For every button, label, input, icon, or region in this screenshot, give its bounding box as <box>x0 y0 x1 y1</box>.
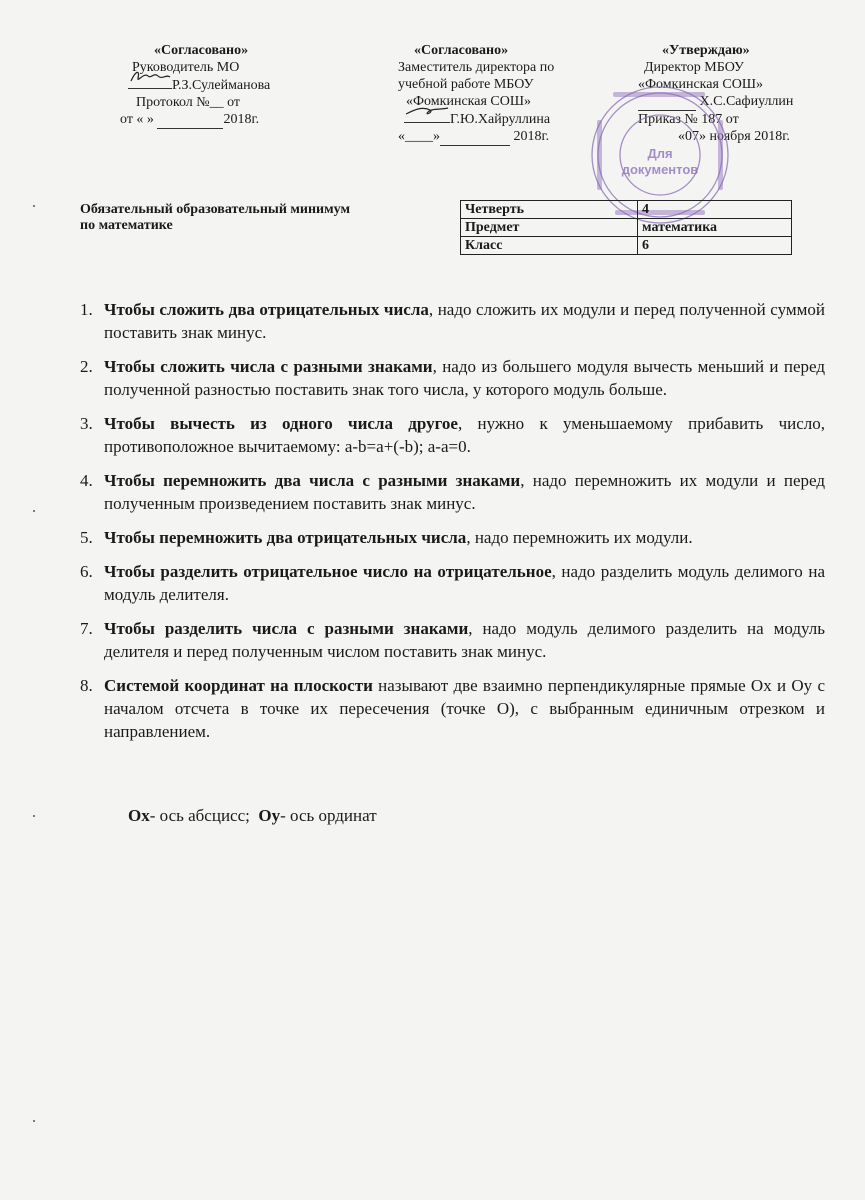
approval-left-signer: Р.З.Сулейманова <box>172 78 271 93</box>
rule-number: 8. <box>80 676 93 695</box>
rule-number: 4. <box>80 471 93 490</box>
approval-middle-date-suffix: 2018г. <box>513 129 550 144</box>
rule-bold: Чтобы разделить отрицательное число на отрицательное <box>104 562 552 581</box>
table-value: математика <box>638 219 792 237</box>
approval-right-order: Приказ № 187 от <box>638 112 739 127</box>
table-key: Четверть <box>461 201 638 219</box>
rule-bold: Чтобы сложить числа с разными знаками <box>104 357 433 376</box>
rule-number: 5. <box>80 528 93 547</box>
approval-left-protocol: Протокол №__ от <box>136 95 241 110</box>
approval-block-middle <box>398 42 598 146</box>
scan-dot <box>33 1120 35 1122</box>
table-row <box>461 201 792 219</box>
rule-number: 6. <box>80 562 93 581</box>
scan-dot <box>33 510 35 512</box>
rules-list <box>80 298 825 754</box>
approval-right-title: «Утверждаю» <box>662 43 750 58</box>
info-table <box>460 200 792 255</box>
rule-bold: Системой координат на плоскости <box>104 676 373 695</box>
approval-left-date-prefix: от « » <box>120 112 154 127</box>
approval-left-title: «Согласовано» <box>154 43 249 58</box>
axis-oy-text: - ось ординат <box>280 806 377 825</box>
approval-middle-role-1: Заместитель директора по <box>398 60 555 75</box>
list-item <box>80 355 825 401</box>
list-item <box>80 560 825 606</box>
rule-text: , надо модуль делимого разделить на модуль делителя и перед полученным числом поставить знак минус. <box>104 619 825 661</box>
table-row <box>461 219 792 237</box>
rule-bold: Чтобы вычесть из одного числа другое <box>104 414 458 433</box>
approval-right-signer: Х.С.Сафиуллин <box>699 94 794 109</box>
rule-text: , надо перемножить их модули. <box>466 528 693 547</box>
rule-text: , надо из большего модуля вычесть меньший и перед полученной разностью поставить знак того числа, у которого модуль больше. <box>104 357 825 399</box>
approval-right-role: Директор МБОУ <box>644 60 744 75</box>
axis-ox-text: - ось абсцисс; <box>149 806 250 825</box>
table-key: Предмет <box>461 219 638 237</box>
table-value: 6 <box>638 237 792 255</box>
rule-bold: Чтобы разделить числа с разными знаками <box>104 619 469 638</box>
list-item <box>80 674 825 743</box>
table-key: Класс <box>461 237 638 255</box>
document-title-line-2: по математике <box>80 218 173 233</box>
axis-oy-label: Оу <box>258 806 281 825</box>
stamp-text-2: документов <box>621 162 699 177</box>
rule-text: , нужно к уменьшаемому прибавить число, противоположное вычитаемому: a-b=a+(-b); a-a=0. <box>104 414 825 456</box>
rule-bold: Чтобы перемножить два числа с разными знаками <box>104 471 521 490</box>
axis-ox-label: Ох <box>128 806 150 825</box>
signature-middle <box>404 110 450 123</box>
table-row <box>461 237 792 255</box>
list-item <box>80 526 825 549</box>
scan-dot <box>33 815 35 817</box>
approval-left-date-suffix: 2018г. <box>223 112 260 127</box>
rule-number: 1. <box>80 300 93 319</box>
approval-right-date: «07» ноября 2018г. <box>678 129 790 144</box>
document-title <box>80 202 440 234</box>
date-blank-left <box>157 111 223 129</box>
list-item <box>80 298 825 344</box>
document-title-line-1: Обязательный образовательный минимум <box>80 202 351 217</box>
approval-block-left <box>110 42 330 129</box>
rule-text: , надо сложить их модули и перед полученной суммой поставить знак минус. <box>104 300 825 342</box>
approval-middle-signer: Г.Ю.Хайруллина <box>450 112 551 127</box>
rule-text: , надо разделить модуль делимого на модуль делителя. <box>104 562 825 604</box>
signature-left <box>128 76 172 89</box>
date-blank-middle <box>440 128 510 146</box>
approval-middle-date-prefix: «____» <box>398 129 440 144</box>
approval-middle-role-2: учебной работе МБОУ <box>398 77 534 92</box>
scan-dot <box>33 205 35 207</box>
rule-text: , надо перемножить их модули и перед полученным произведением поставить знак минус. <box>104 471 825 513</box>
approval-right-school: «Фомкинская СОШ» <box>638 77 763 92</box>
approval-middle-title: «Согласовано» <box>414 43 509 58</box>
axes-definition <box>128 806 377 826</box>
list-item <box>80 412 825 458</box>
approval-middle-school: «Фомкинская СОШ» <box>406 94 531 109</box>
rule-text: называют две взаимно перпендикулярные прямые Ох и Оу с началом отсчета в точке их пересечения (точке О), с выбранным единичным отрезком и направлением. <box>104 676 825 741</box>
rule-number: 3. <box>80 414 93 433</box>
table-value: 4 <box>638 201 792 219</box>
rule-bold: Чтобы сложить два отрицательных числа <box>104 300 429 319</box>
approval-left-role: Руководитель МО <box>132 60 240 75</box>
rule-number: 2. <box>80 357 93 376</box>
rule-number: 7. <box>80 619 93 638</box>
rule-bold: Чтобы перемножить два отрицательных числа <box>104 528 467 547</box>
list-item <box>80 469 825 515</box>
stamp-text-1: Для <box>647 146 673 161</box>
list-item <box>80 617 825 663</box>
